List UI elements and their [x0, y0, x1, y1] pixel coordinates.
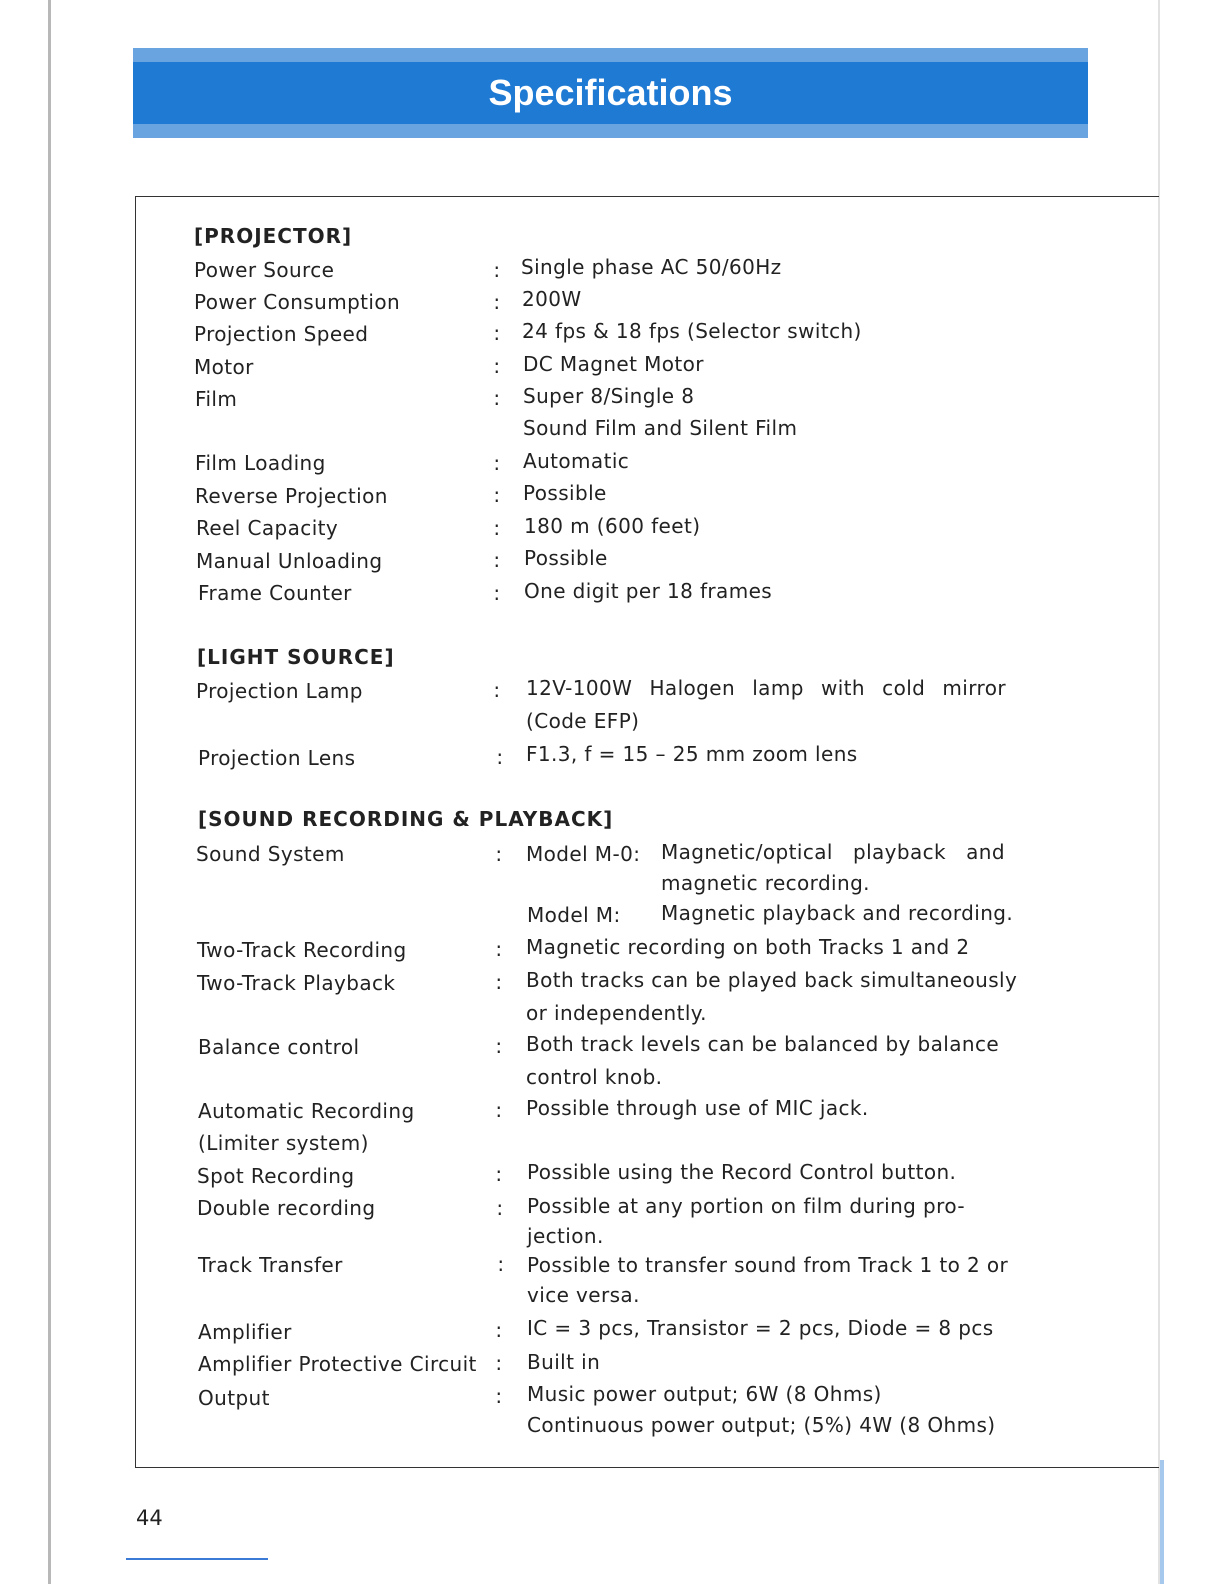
section-heading-projector: [PROJECTOR] [194, 224, 353, 248]
spec-label-projection-lamp: Projection Lamp [196, 679, 363, 703]
spec-colon: : [493, 354, 501, 378]
spec-value-projection-lens: F1.3, f = 15 – 25 mm zoom lens [526, 742, 858, 766]
spec-label-power-consumption: Power Consumption [194, 290, 401, 314]
spec-colon: : [495, 1162, 503, 1186]
spec-colon: : [493, 516, 501, 540]
value-word: lamp [752, 676, 804, 700]
spec-value-output: Music power output; 6W (8 Ohms) [527, 1382, 882, 1406]
model-m-label: Model M: [527, 903, 621, 927]
value-word: mirror [942, 676, 1006, 700]
spec-value-spot-recording: Possible using the Record Control button. [527, 1160, 957, 1184]
spec-label-reverse-projection: Reverse Projection [195, 484, 388, 508]
spec-value-power-consumption: 200W [522, 287, 582, 311]
spec-value-manual-unloading: Possible [524, 546, 608, 570]
spec-colon: : [496, 1196, 504, 1220]
spec-label-power-source: Power Source [194, 258, 335, 282]
spec-label-two-track-recording: Two-Track Recording [197, 938, 407, 962]
spec-label-double-recording: Double recording [197, 1196, 376, 1220]
spec-value-projection-lamp [526, 676, 1006, 700]
spec-value-amplifier-protective-circuit: Built in [527, 1350, 601, 1374]
model-m-description: Magnetic playback and recording. [661, 901, 1014, 925]
spec-label-projection-lens: Projection Lens [198, 746, 356, 770]
value-word: and [966, 840, 1005, 864]
spec-value-motor: DC Magnet Motor [523, 352, 704, 376]
spec-label-output: Output [198, 1386, 270, 1410]
spec-value-two-track-playback-line2: or independently. [526, 1001, 707, 1025]
spec-value-amplifier: IC = 3 pcs, Transistor = 2 pcs, Diode = 8 pcs [527, 1316, 994, 1340]
spec-label-spot-recording: Spot Recording [197, 1164, 355, 1188]
spec-colon: : [495, 1351, 503, 1375]
spec-value-automatic-recording: Possible through use of MIC jack. [526, 1096, 869, 1120]
value-word: playback [852, 840, 947, 864]
spec-label-two-track-playback: Two-Track Playback [197, 971, 396, 995]
value-word: Magnetic/optical [661, 840, 833, 864]
spec-value-power-source: Single phase AC 50/60Hz [521, 255, 782, 279]
spec-value-frame-counter: One digit per 18 frames [524, 579, 773, 603]
section-heading-sound: [SOUND RECORDING & PLAYBACK] [198, 807, 614, 831]
spec-value-balance-control: Both track levels can be balanced by balance [526, 1032, 1000, 1056]
model-m0-description-line2: magnetic recording. [661, 871, 870, 895]
bottom-rule [126, 1558, 268, 1560]
value-word: 12V-100W [526, 676, 633, 700]
value-word: Halogen [649, 676, 736, 700]
spec-colon: : [493, 451, 501, 475]
spec-colon: : [495, 1318, 503, 1342]
spec-value-film-loading: Automatic [523, 449, 630, 473]
spec-colon: : [493, 678, 501, 702]
model-m0-description [661, 840, 1005, 864]
spec-colon: : [493, 548, 501, 572]
spec-colon: : [493, 321, 501, 345]
spec-label-balance-control: Balance control [198, 1035, 360, 1059]
spec-value-track-transfer-line2: vice versa. [527, 1283, 640, 1307]
spec-label-amplifier: Amplifier [198, 1320, 292, 1344]
spec-value-two-track-playback: Both tracks can be played back simultaneously [526, 968, 1018, 992]
spec-value-double-recording: Possible at any portion on film during pro- [527, 1194, 965, 1218]
spec-colon: : [495, 842, 503, 866]
spec-colon: : [495, 970, 503, 994]
spec-value-double-recording-line2: jection. [527, 1224, 604, 1248]
spec-label-limiter-system: (Limiter system) [198, 1131, 369, 1155]
value-word: with [820, 676, 866, 700]
spec-value-reel-capacity: 180 m (600 feet) [524, 514, 701, 538]
spec-label-frame-counter: Frame Counter [198, 581, 352, 605]
spec-colon: : [493, 386, 501, 410]
spec-colon: : [493, 258, 501, 282]
spec-colon: : [496, 745, 504, 769]
section-heading-light-source: [LIGHT SOURCE] [197, 645, 395, 669]
spec-label-sound-system: Sound System [196, 842, 345, 866]
spec-value-reverse-projection: Possible [523, 481, 607, 505]
value-word: cold [882, 676, 926, 700]
spec-label-reel-capacity: Reel Capacity [196, 516, 339, 540]
spec-value-film-line2: Sound Film and Silent Film [523, 416, 798, 440]
spec-value-two-track-recording: Magnetic recording on both Tracks 1 and 2 [526, 935, 970, 959]
spec-value-track-transfer: Possible to transfer sound from Track 1 to 2 or [527, 1253, 1009, 1277]
spec-label-film-loading: Film Loading [195, 451, 326, 475]
spec-colon: : [495, 1034, 503, 1058]
spec-colon: : [495, 1384, 503, 1408]
spec-label-amplifier-protective-circuit: Amplifier Protective Circuit [198, 1352, 477, 1376]
spec-value-output-line2: Continuous power output; (5%) 4W (8 Ohms) [527, 1413, 996, 1437]
spec-label-projection-speed: Projection Speed [194, 322, 369, 346]
page-title: Specifications [488, 72, 733, 113]
spec-colon: : [497, 1252, 505, 1276]
spec-colon: : [493, 581, 501, 605]
spec-value-projection-lamp-line2: (Code EFP) [526, 709, 640, 733]
spec-colon: : [495, 1098, 503, 1122]
model-m0-label: Model M-0: [526, 842, 641, 866]
page-number: 44 [136, 1506, 163, 1530]
spec-colon: : [493, 483, 501, 507]
spec-colon: : [495, 937, 503, 961]
spec-value-projection-speed: 24 fps & 18 fps (Selector switch) [522, 319, 862, 343]
spec-label-film: Film [195, 387, 238, 411]
spec-value-film: Super 8/Single 8 [523, 384, 695, 408]
spec-label-automatic-recording: Automatic Recording [198, 1099, 415, 1123]
spec-colon: : [493, 290, 501, 314]
spec-value-balance-control-line2: control knob. [526, 1065, 663, 1089]
spec-label-track-transfer: Track Transfer [198, 1253, 343, 1277]
spec-label-motor: Motor [194, 355, 254, 379]
spec-label-manual-unloading: Manual Unloading [196, 549, 383, 573]
